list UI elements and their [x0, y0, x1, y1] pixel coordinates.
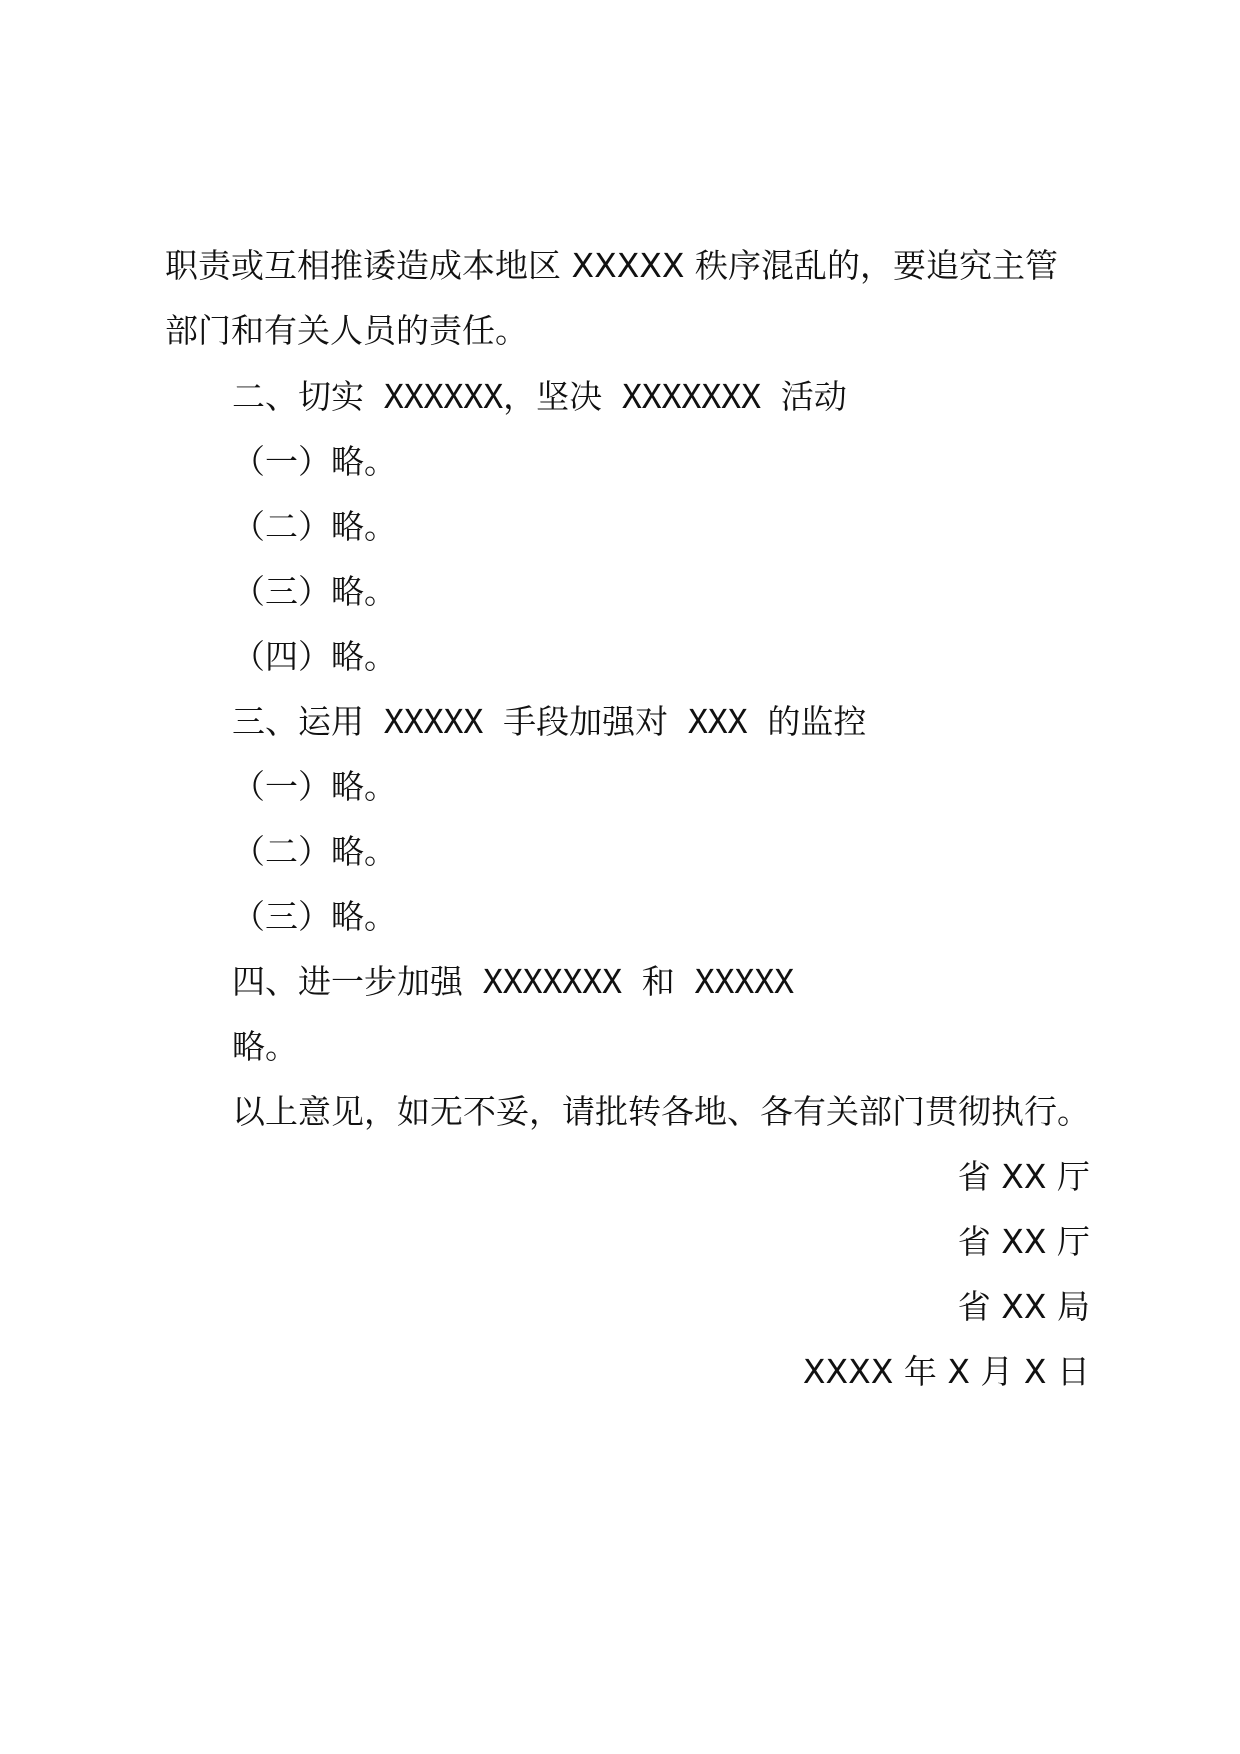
section-3-item-1: （一）略。 [232, 767, 397, 806]
signature-line-1: 省 XX 厅 [957, 1157, 1090, 1196]
section-2-heading: 二、切实 XXXXXX，坚决 XXXXXXX 活动 [232, 377, 847, 416]
signature-line-3: 省 XX 局 [957, 1287, 1090, 1326]
section-2-item-1: （一）略。 [232, 442, 397, 481]
paragraph-line-1: 职责或互相推诿造成本地区 XXXXX 秩序混乱的，要追究主管 [165, 246, 1059, 285]
signature-line-2: 省 XX 厅 [957, 1222, 1090, 1261]
section-3-item-2: （二）略。 [232, 832, 397, 871]
section-3-item-3: （三）略。 [232, 897, 397, 936]
paragraph-line-2: 部门和有关人员的责任。 [165, 311, 528, 350]
section-2-item-3: （三）略。 [232, 572, 397, 611]
section-4-heading: 四、进一步加强 XXXXXXX 和 XXXXX [232, 962, 795, 1001]
section-3-heading: 三、运用 XXXXX 手段加强对 XXX 的监控 [232, 702, 867, 741]
section-2-item-4: （四）略。 [232, 637, 397, 676]
section-2-item-2: （二）略。 [232, 507, 397, 546]
section-4-content: 略。 [232, 1027, 298, 1066]
closing-paragraph: 以上意见，如无不妥，请批转各地、各有关部门贯彻执行。 [232, 1092, 1090, 1131]
document-date: XXXX 年 X 月 X 日 [802, 1352, 1090, 1391]
